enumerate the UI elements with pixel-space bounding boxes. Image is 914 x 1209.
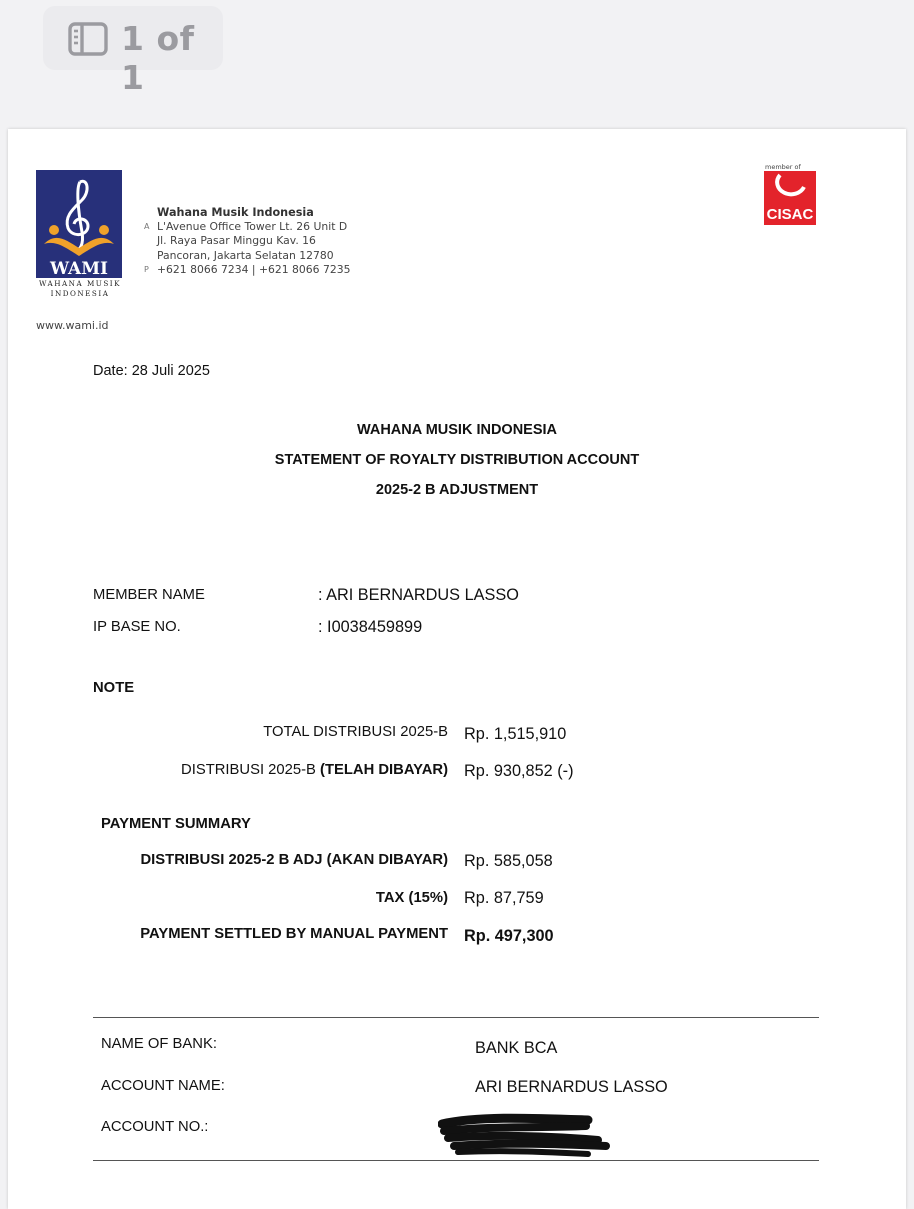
divider-bottom [93, 1160, 819, 1161]
title-organization: WAHANA MUSIK INDONESIA [356, 422, 558, 438]
paid-distribusi-label: DISTRIBUSI 2025-B (TELAH DIBAYAR) [181, 762, 448, 778]
page-indicator[interactable] [43, 6, 223, 97]
cisac-text: CISAC [766, 206, 814, 223]
paid-distribusi-value: Rp. 930,852 (-) [464, 762, 574, 780]
cisac-logo [764, 171, 816, 225]
bank-name-value: BANK BCA [475, 1039, 558, 1057]
member-name-value: : ARI BERNARDUS LASSO [318, 586, 519, 604]
website-link: www.wami.id [36, 319, 109, 332]
account-name-value: ARI BERNARDUS LASSO [475, 1078, 668, 1096]
payment-summary-heading: PAYMENT SUMMARY [101, 816, 251, 832]
page-count: 1 of 1 [121, 19, 195, 97]
divider-top [93, 1017, 819, 1018]
address-line-1: L'Avenue Office Tower Lt. 26 Unit D [157, 220, 348, 234]
org-name: Wahana Musik Indonesia [157, 206, 314, 219]
account-no-label: ACCOUNT NO.: [101, 1119, 209, 1135]
note-heading: NOTE [93, 680, 135, 696]
member-of-label: member of [765, 163, 801, 171]
bank-name-label: NAME OF BANK: [101, 1036, 217, 1052]
total-distribusi-label: TOTAL DISTRIBUSI 2025-B [263, 724, 448, 740]
document-page [8, 129, 906, 1209]
settled-value: Rp. 497,300 [464, 927, 554, 945]
title-statement: STATEMENT OF ROYALTY DISTRIBUTION ACCOUNT [274, 452, 640, 468]
tax-value: Rp. 87,759 [464, 889, 544, 907]
ip-base-value: : I0038459899 [318, 618, 423, 636]
total-distribusi-value: Rp. 1,515,910 [464, 725, 567, 743]
address-line-3: Pancoran, Jakarta Selatan 12780 [157, 248, 334, 262]
address-line-2: Jl. Raya Pasar Minggu Kav. 16 [157, 234, 316, 248]
ip-base-label: IP BASE NO. [93, 619, 181, 635]
redacted-account-number [438, 1112, 618, 1160]
statement-date: Date: 28 Juli 2025 [93, 363, 210, 379]
adj-distribusi-label: DISTRIBUSI 2025-2 B ADJ (AKAN DIBAYAR) [140, 852, 448, 868]
settled-label: PAYMENT SETTLED BY MANUAL PAYMENT [140, 926, 448, 942]
tax-label: TAX (15%) [375, 890, 448, 906]
title-period: 2025-2 B ADJUSTMENT [375, 482, 539, 498]
member-name-label: MEMBER NAME [93, 587, 205, 603]
wami-logo [36, 170, 122, 278]
account-name-label: ACCOUNT NAME: [101, 1078, 225, 1094]
adj-distribusi-value: Rp. 585,058 [464, 852, 553, 870]
wami-logo-text: WAMI [50, 259, 108, 278]
logo-subtitle: WAHANA MUSIK INDONESIA [39, 279, 121, 298]
phone-numbers: +621 8066 7234 | +621 8066 7235 [157, 262, 351, 276]
address-block [144, 206, 350, 277]
sidebar-pages-icon [68, 22, 108, 56]
phone-marker: P [144, 264, 149, 274]
address-marker: A [144, 222, 150, 232]
